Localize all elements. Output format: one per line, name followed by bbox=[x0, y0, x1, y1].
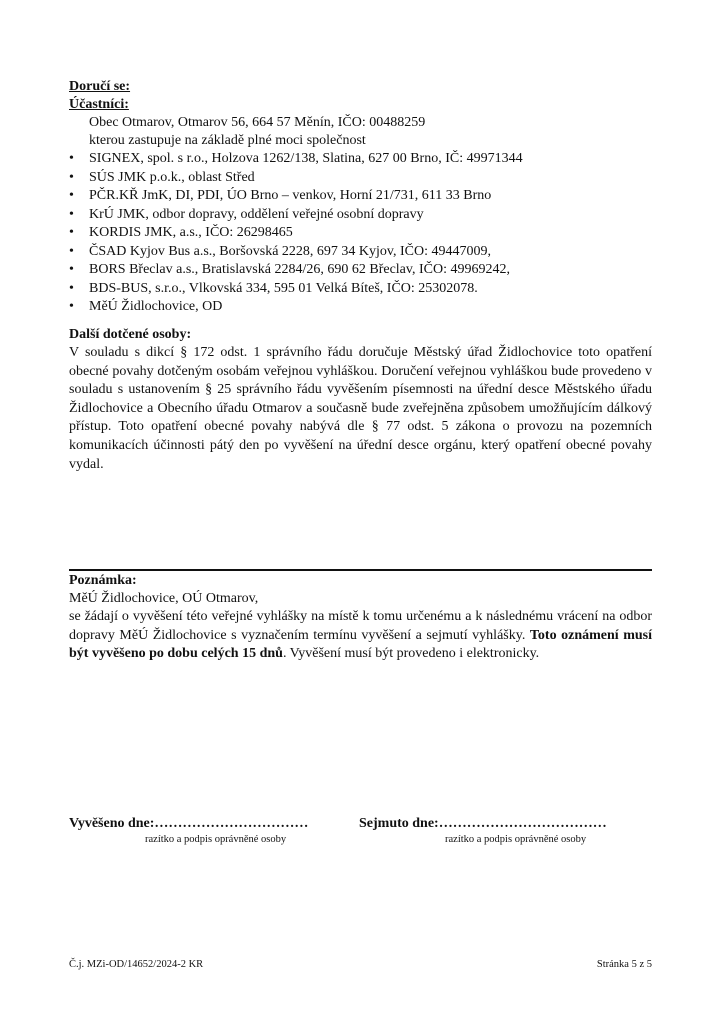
removed-date-label: Sejmuto dne:……………………………… bbox=[359, 816, 607, 831]
participant-name: PČR.KŘ JmK, DI, PDI, ÚO Brno – venkov, Horní 21/731, 611 33 Brno bbox=[89, 188, 492, 203]
list-item bbox=[69, 224, 652, 243]
note-text-emphasis: Toto oznámení musí být vyvěšeno po dobu celých 15 dnů bbox=[69, 627, 652, 662]
list-item bbox=[69, 298, 652, 317]
delivery-heading: Doručí se: bbox=[69, 79, 131, 94]
participant-name: SÚS JMK p.o.k., oblast Střed bbox=[89, 169, 255, 185]
bullet-icon: • bbox=[69, 151, 74, 166]
bullet-icon: • bbox=[69, 169, 74, 185]
page-number: Stránka 5 z 5 bbox=[596, 959, 652, 970]
list-item bbox=[69, 243, 652, 262]
bullet-icon: • bbox=[69, 280, 74, 296]
participant-name: SIGNEX, spol. s r.o., Holzova 1262/138, Slatina, 627 00 Brno, IČ: 49971344 bbox=[89, 151, 523, 166]
other-persons-text: V souladu s dikcí § 172 odst. 1 správního řádu doručuje Městský úřad Židlochovice toto opatření obecné povahy dotčeným osobám veřejnou vyhláškou. Doručení veřejnou vyhláškou bude provedeno v souladu s ustanovením § 25 správního řádu vyvěšením písemnosti na úřední desce Městského úřadu Židlochovice a Obecního úřadu Otmarov a současně bude zveřejněna způsobem umožňujícím dálkový přístup. Toto opatření obecné povahy nabývá dle § 77 odst. 5 zákona o provozu na pozemních komunikacích účinnosti pátý den po vyvěšení na úřední desce orgánu, který opatření obecné povahy vydal. bbox=[69, 345, 652, 472]
list-item bbox=[69, 169, 652, 188]
participant-name: KORDIS JMK, a.s., IČO: 26298465 bbox=[89, 225, 293, 240]
other-persons-section bbox=[69, 326, 652, 474]
participant-name: KrÚ JMK, odbor dopravy, oddělení veřejné osobní dopravy bbox=[89, 206, 424, 222]
bullet-icon: • bbox=[69, 225, 74, 240]
participant-name: BORS Břeclav a.s., Bratislavská 2284/26, 690 62 Břeclav, IČO: 49969242, bbox=[89, 262, 510, 277]
bullet-icon: • bbox=[69, 243, 74, 259]
participant-lead-line: Obec Otmarov, Otmarov 56, 664 57 Měnín, IČO: 00488259 bbox=[89, 115, 426, 130]
participants-heading: Účastníci: bbox=[69, 97, 129, 112]
posted-date-label: Vyvěšeno dne:…………………………… bbox=[69, 816, 309, 831]
removed-signature-block bbox=[359, 815, 659, 845]
participant-name: BDS-BUS, s.r.o., Vlkovská 334, 595 01 Velká Bíteš, IČO: 25302078. bbox=[89, 280, 478, 296]
bullet-icon: • bbox=[69, 262, 74, 277]
other-persons-heading: Další dotčené osoby: bbox=[69, 327, 192, 342]
participant-list bbox=[69, 150, 652, 317]
participant-name: ČSAD Kyjov Bus a.s., Boršovská 2228, 697 34 Kyjov, IČO: 49447009, bbox=[89, 243, 491, 259]
bullet-icon: • bbox=[69, 188, 74, 203]
note-addressees: MěÚ Židlochovice, OÚ Otmarov, bbox=[69, 591, 259, 606]
removed-stamp-caption: razítko a podpis oprávněné osoby bbox=[445, 834, 587, 845]
list-item bbox=[69, 206, 652, 225]
list-item bbox=[69, 280, 652, 299]
delivery-section bbox=[69, 78, 652, 317]
document-reference: Č.j. MZi-OD/14652/2024-2 KR bbox=[69, 959, 204, 970]
section-divider bbox=[69, 569, 652, 571]
list-item bbox=[69, 261, 652, 280]
note-heading: Poznámka: bbox=[69, 573, 137, 588]
participant-name: MěÚ Židlochovice, OD bbox=[89, 299, 223, 314]
posted-signature-block bbox=[69, 815, 339, 845]
bullet-icon: • bbox=[69, 299, 74, 314]
participant-lead-line: kterou zastupuje na základě plné moci společnost bbox=[89, 133, 366, 148]
note-text bbox=[69, 608, 652, 664]
note-section bbox=[69, 572, 652, 664]
note-text-part: . Vyvěšení musí být provedeno i elektronicky. bbox=[282, 646, 540, 662]
posted-stamp-caption: razítko a podpis oprávněné osoby bbox=[145, 834, 287, 845]
list-item bbox=[69, 150, 652, 169]
list-item bbox=[69, 187, 652, 206]
note-text-part: se žádají o vyvěšení této veřejné vyhlášky na místě k tomu určenému a k následnému vrácení na odbor dopravy MěÚ Židlochovice s vyznačením termínu vyvěšení a sejmutí vyhlášky. bbox=[69, 609, 652, 643]
bullet-icon: • bbox=[69, 206, 74, 222]
